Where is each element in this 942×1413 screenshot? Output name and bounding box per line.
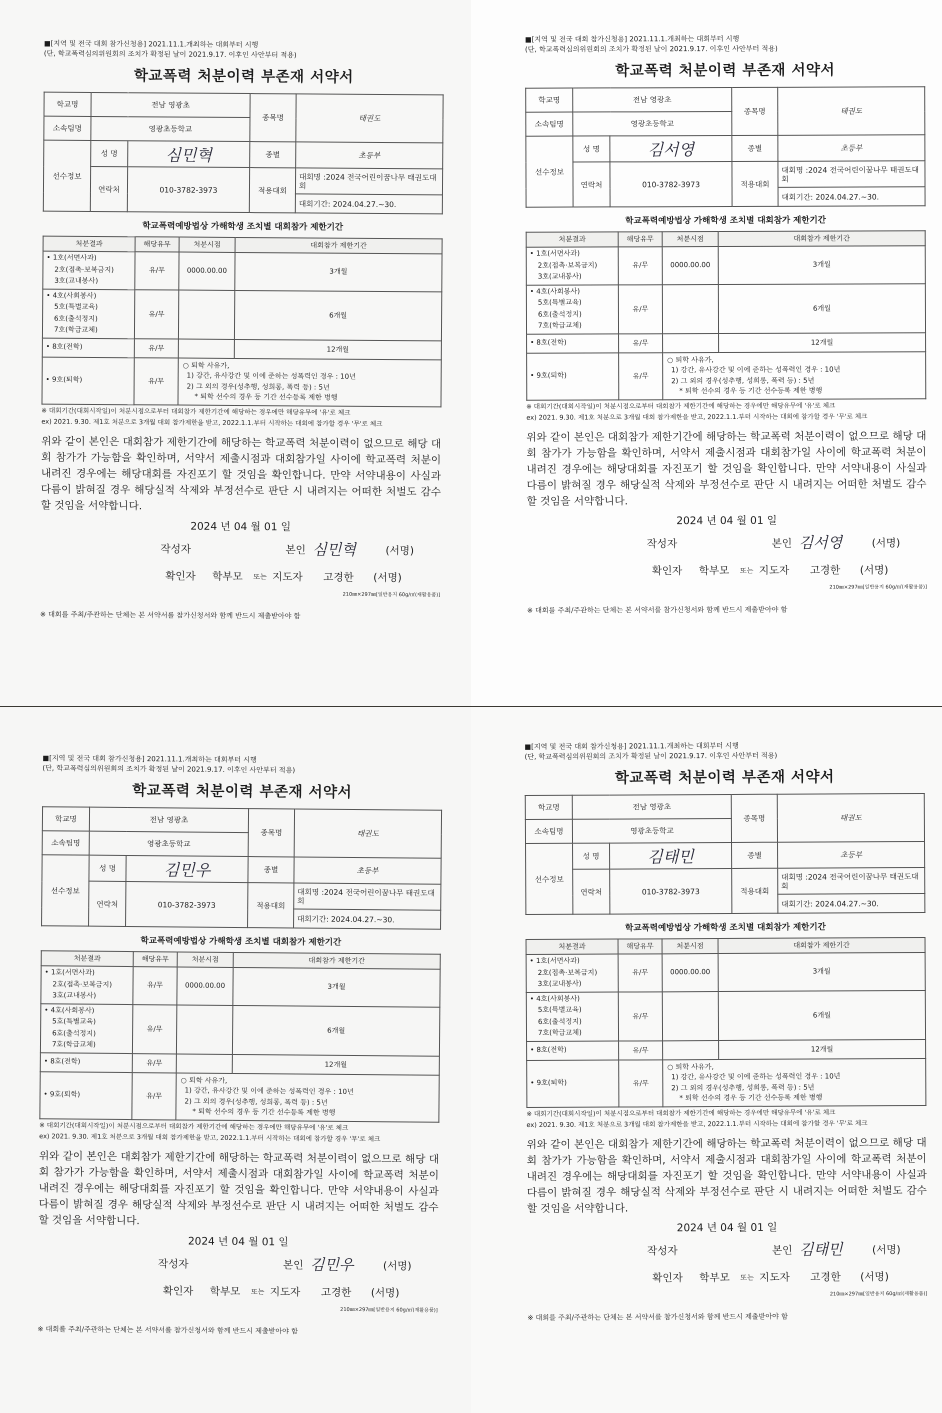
self-label: 본인 <box>771 537 793 550</box>
paper-spec: 210㎜×297㎜[일반용지 60g/㎡(재활용품)] <box>342 591 441 598</box>
label-team: 소속팀명 <box>526 112 573 136</box>
label-name: 성 명 <box>573 843 610 869</box>
event-value: 태권도 <box>294 809 441 858</box>
author-signature: 김민우 <box>310 1255 354 1274</box>
division-value: 초등부 <box>296 142 443 169</box>
date-cell <box>178 290 234 339</box>
footer-note: ※ 대회를 주최/주관하는 단체는 본 서약서를 참가신청서와 함께 반드시 제출받아야 함 <box>527 1312 788 1322</box>
sign-mark: (서명) <box>860 1270 889 1283</box>
contact-value: 010-3782-3973 <box>610 868 732 914</box>
check-cell: 유/무 <box>132 1004 176 1053</box>
author-label: 작성자 <box>646 537 678 550</box>
table-row <box>526 952 925 992</box>
result-cell: • 4호(사회봉사) 5호(특별교육) 6호(출석정지) 7호(학급교체) <box>526 284 618 333</box>
note-2: ex) 2021. 9.30. 제1호 처분으로 3개월 대회 참가제한을 받고, 2022.1.1.부터 시작하는 대회에 참가할 경우 '무'로 체크 <box>41 417 383 428</box>
school-value: 전남 영광초 <box>89 807 248 832</box>
expulsion-detail: ○ 퇴학 사유가, 1) 강간, 유사강간 및 이에 준하는 성폭력인 경우 : 10년 2) 그 외의 경우(성추행, 성희롱, 폭력 등) : 5년 * 퇴학 선수의 경우 등 기간 선수등록 제한 병행 <box>663 351 926 399</box>
result-cell: • 9호(퇴학) <box>42 357 134 405</box>
note-1: ※ 대회기간(대회시작일)이 처분시점으로부터 대회참가 제한기간에 해당하는 경우에만 해당유무에 '유'로 체크 <box>526 1107 836 1118</box>
document-title: 학교폭력 처분이력 부존재 서약서 <box>133 68 354 86</box>
sign-mark: (서명) <box>383 1259 412 1273</box>
pledge-date: 2024 년 04 월 01 일 <box>676 514 777 527</box>
result-cell: • 4호(사회봉사) 5호(특별교육) 6호(출석정지) 7호(학급교체) <box>42 289 134 339</box>
header-line-1: ■[지역 및 전국 대회 참가신청용] 2021.11.1.개최하는 대회부터 시행 <box>524 741 739 752</box>
restriction-table <box>39 950 440 1122</box>
th-check: 해당유무 <box>133 952 177 967</box>
player-info-table <box>41 806 442 929</box>
sign-mark: (서명) <box>370 1286 400 1299</box>
date-cell: 0000.00.00 <box>179 252 235 290</box>
sign-mark: (서명) <box>373 571 402 584</box>
th-limit: 대회참가 제한기간 <box>718 937 925 953</box>
author-row <box>527 1238 927 1262</box>
check-cell: 유/무 <box>134 338 178 357</box>
th-limit: 대회참가 제한기간 <box>235 237 442 253</box>
division-value: 초등부 <box>778 841 925 868</box>
label-school: 학교명 <box>42 807 89 831</box>
label-contest: 적용대회 <box>732 868 778 913</box>
parent-label: 학부모 <box>212 570 243 583</box>
school-value: 전남 영광초 <box>572 794 731 819</box>
label-player-info: 선수정보 <box>526 843 573 914</box>
table-row <box>41 966 440 1007</box>
coach-name: 고경한 <box>323 571 354 584</box>
player-info-table <box>43 92 444 215</box>
table-row <box>43 251 442 291</box>
table-row <box>527 1058 926 1107</box>
th-limit: 대회참가 제한기간 <box>718 231 925 247</box>
check-cell: 유/무 <box>132 1072 176 1119</box>
author-signature: 심민혁 <box>312 539 357 559</box>
restriction-subtitle: 학교폭력예방법상 가해학생 조치별 대회참가 제한기간 <box>625 215 827 227</box>
label-name: 성 명 <box>89 855 126 881</box>
player-name-signature: 심민혁 <box>128 141 250 168</box>
result-cell: • 1호(서면사과) 2호(접촉·보복금지) 3호(교내봉사) <box>43 251 135 289</box>
check-cell: 유/무 <box>132 1053 176 1072</box>
label-contact: 연락처 <box>573 869 610 914</box>
contest-period: 대회기간: 2024.04.27.~30. <box>295 194 442 214</box>
check-cell: 유/무 <box>619 1040 663 1059</box>
expulsion-detail: ○ 퇴학 사유가, 1) 강간, 유사강간 및 이에 준하는 성폭력인 경우 : 10년 2) 그 외의 경우(성추행, 성희롱, 폭력 등) : 5년 * 퇴학 선수의 경우 등 기간 선수등록 제한 병행 <box>663 1058 926 1106</box>
or-label: 또는 <box>250 1287 265 1296</box>
document-title: 학교폭력 처분이력 부존재 서약서 <box>615 62 836 80</box>
pledge-text: 위와 같이 본인은 대회참가 제한기간에 해당하는 학교폭력 처분이력이 없으므로 해당 대회 참가가 가능함을 확인하며, 서약서 제출시점과 대회참가일 사이에 학교폭력 처분이 내려진 경우에는 해당대회를 자진포기 할 것임을 확인합니다. 만약 서약내용이 사실과 다름이 밝혀질 경우 해당실적 삭제와 부정선수로 판단 시 내려지는 어떠한 처벌도 감수할 것임을 서약합니다. <box>526 429 927 508</box>
table-row <box>40 1003 439 1055</box>
label-contact: 연락처 <box>89 881 126 926</box>
player-info-table <box>525 86 925 207</box>
coach-label: 지도자 <box>758 564 790 577</box>
contact-value: 010-3782-3973 <box>610 161 732 206</box>
label-player-info: 선수정보 <box>43 140 90 211</box>
team-value: 영광초등학교 <box>89 831 248 856</box>
label-contest: 적용대회 <box>248 883 294 928</box>
or-label: 또는 <box>253 572 267 581</box>
check-cell: 유/무 <box>619 1059 663 1106</box>
self-label: 본인 <box>772 1244 793 1257</box>
label-school: 학교명 <box>44 92 91 116</box>
contest-period: 대회기간: 2024.04.27.~30. <box>778 893 925 913</box>
restriction-table <box>526 937 927 1108</box>
sign-mark: (서명) <box>859 563 889 577</box>
date-cell <box>176 1004 232 1053</box>
expulsion-detail: ○ 퇴학 사유가, 1) 강간, 유사강간 및 이에 준하는 성폭력인 경우 : 10년 2) 그 외의 경우(성추행, 성희롱, 폭력 등) : 5년 * 퇴학 선수의 경우 등 기간 선수등록 제한 병행 <box>178 358 441 407</box>
limit-cell: 6개월 <box>232 1005 439 1056</box>
parent-label: 학부모 <box>699 1271 730 1284</box>
document-title: 학교폭력 처분이력 부존재 서약서 <box>132 783 353 801</box>
th-check: 해당유무 <box>618 939 662 954</box>
result-cell: • 1호(서면사과) 2호(접촉·보복금지) 3호(교내봉사) <box>526 954 618 992</box>
limit-cell: 3개월 <box>235 252 442 291</box>
author-label: 작성자 <box>647 1244 678 1257</box>
table-row <box>526 246 925 285</box>
note-2: ex) 2021. 9.30. 제1호 처분으로 3개월 대회 참가제한을 받고, 2022.1.1.부터 시작하는 대회에 참가할 경우 '무'로 체크 <box>39 1131 381 1143</box>
result-cell: • 1호(서면사과) 2호(접촉·보복금지) 3호(교내봉사) <box>526 247 618 285</box>
label-team: 소속팀명 <box>44 116 91 140</box>
contest-name: 대회명 :2024 전국어린이꿈나무 태권도대회 <box>778 867 925 894</box>
table-row <box>42 357 441 407</box>
pledge-date: 2024 년 04 월 01 일 <box>187 1235 289 1248</box>
paper-spec: 210㎜×297㎜[일반용지 60g/㎡(재활용품)] <box>829 1290 928 1297</box>
team-value: 영광초등학교 <box>91 116 250 141</box>
note-1: ※ 대회기간(대회시작일)이 처분시점으로부터 대회참가 제한기간에 해당하는 경우에만 해당유무에 '유'로 체크 <box>526 401 836 411</box>
th-date: 처분시점 <box>662 939 718 954</box>
label-name: 성 명 <box>91 140 128 166</box>
th-result: 처분결과 <box>526 939 618 954</box>
date-cell: 0000.00.00 <box>662 954 718 992</box>
player-info-table <box>525 793 926 915</box>
contest-name: 대회명 :2024 전국어린이꿈나무 태권도대회 <box>778 161 925 188</box>
coach-name: 고경한 <box>320 1286 352 1299</box>
label-event: 종목명 <box>248 809 294 857</box>
pledge-date: 2024 년 04 월 01 일 <box>190 520 291 533</box>
event-value: 태권도 <box>778 87 925 136</box>
th-check: 해당유무 <box>618 232 662 247</box>
author-row <box>40 537 440 562</box>
limit-cell: 12개월 <box>719 1039 926 1059</box>
footer-note: ※ 대회를 주최/주관하는 단체는 본 서약서를 참가신청서와 함께 반드시 제출받아야 함 <box>526 605 788 615</box>
label-contest: 적용대회 <box>249 168 295 213</box>
pledge-text: 위와 같이 본인은 대회참가 제한기간에 해당하는 학교폭력 처분이력이 없으므로 해당 대회 참가가 가능함을 확인하며, 서약서 제출시점과 대회참가일 사이에 학교폭력 처분이 내려진 경우에는 해당대회를 자진포기 할 것임을 확인합니다. 만약 서약내용이 사실과 다름이 밝혀질 경우 해당실적 삭제와 부정선수로 판단 시 내려지는 어떠한 처벌도 감수할 것임을 서약합니다. <box>40 435 442 512</box>
date-cell <box>662 991 718 1040</box>
parent-label: 학부모 <box>698 564 730 577</box>
limit-cell: 3개월 <box>233 967 440 1006</box>
author-signature: 김서영 <box>798 533 843 552</box>
table-row <box>527 351 926 399</box>
confirmer-label: 확인자 <box>651 564 683 577</box>
restriction-subtitle: 학교폭력예방법상 가해학생 조치별 대회참가 제한기간 <box>140 936 342 948</box>
result-cell: • 9호(퇴학) <box>527 352 619 399</box>
self-label: 본인 <box>285 543 306 556</box>
contest-period: 대회기간: 2024.04.27.~30. <box>294 909 441 929</box>
result-cell: • 9호(퇴학) <box>40 1071 132 1119</box>
table-row <box>42 289 441 341</box>
limit-cell: 3개월 <box>718 952 925 991</box>
pledge-sheet <box>0 707 471 1413</box>
header-line-2: (단, 학교폭력심의위원회의 조치가 확정된 날이 2021.9.17. 이후인 사안부터 적용) <box>525 44 778 54</box>
result-cell: • 8호(전학) <box>527 333 619 352</box>
confirmer-label: 확인자 <box>165 569 196 583</box>
author-label: 작성자 <box>160 542 191 556</box>
th-result: 처분결과 <box>526 232 618 247</box>
header-line-2: (단, 학교폭력심의위원회의 조치가 확정된 날이 2021.9.17. 이후인 사안부터 적용) <box>524 751 778 762</box>
label-event: 종목명 <box>250 94 296 142</box>
check-cell: 유/무 <box>618 991 662 1040</box>
coach-label: 지도자 <box>272 570 303 583</box>
table-row <box>527 332 926 352</box>
coach-label: 지도자 <box>269 1285 301 1299</box>
header-line-1: ■[지역 및 전국 대회 참가신청용] 2021.11.1.개최하는 대회부터 시행 <box>524 34 740 44</box>
date-cell <box>662 284 718 333</box>
limit-cell: 6개월 <box>234 290 441 340</box>
check-cell: 유/무 <box>619 352 663 399</box>
date-cell <box>178 339 234 358</box>
pledge-text: 위와 같이 본인은 대회참가 제한기간에 해당하는 학교폭력 처분이력이 없으므로 해당 대회 참가가 가능함을 확인하며, 서약서 제출시점과 대회참가일 사이에 학교폭력 처분이 내려진 경우에는 해당대회를 자진포기 할 것임을 확인합니다. 만약 서약내용이 사실과 다름이 밝혀질 경우 해당실적 삭제와 부정선수로 판단 시 내려지는 어떠한 처벌도 감수할 것임을 서약합니다. <box>38 1149 440 1227</box>
date-cell <box>663 333 719 352</box>
label-team: 소속팀명 <box>42 831 89 855</box>
th-date: 처분시점 <box>662 232 718 247</box>
footer-note: ※ 대회를 주최/주관하는 단체는 본 서약서를 참가신청서와 함께 반드시 제출받아야 함 <box>37 1324 298 1336</box>
team-value: 영광초등학교 <box>572 818 731 843</box>
header-line-1: ■[지역 및 전국 대회 참가신청용] 2021.11.1.개최하는 대회부터 시행 <box>42 754 257 765</box>
label-division: 종별 <box>248 857 294 883</box>
note-1: ※ 대회기간(대회시작일)이 처분시점으로부터 대회참가 제한기간에 해당하는 경우에만 해당유무에 '유'로 체크 <box>41 406 351 417</box>
limit-cell: 6개월 <box>718 990 925 1040</box>
result-cell: • 8호(전학) <box>42 338 134 358</box>
school-value: 전남 영광초 <box>573 87 732 112</box>
header-line-2: (단, 학교폭력심의위원회의 조치가 확정된 날이 2021.9.17. 이후인 사안부터 적용) <box>42 764 296 775</box>
team-value: 영광초등학교 <box>573 111 732 136</box>
check-cell: 유/무 <box>618 284 662 333</box>
or-label: 또는 <box>740 1273 754 1282</box>
limit-cell: 12개월 <box>234 339 441 359</box>
contact-value: 010-3782-3973 <box>126 881 248 927</box>
pledge-sheet <box>471 707 942 1413</box>
restriction-subtitle: 학교폭력예방법상 가해학생 조치별 대회참가 제한기간 <box>625 922 826 934</box>
coach-name: 고경한 <box>809 564 841 577</box>
pledge-date: 2024 년 04 월 01 일 <box>676 1221 778 1234</box>
restriction-table <box>41 236 442 407</box>
result-cell: • 8호(전학) <box>527 1041 619 1060</box>
th-result: 처분결과 <box>43 236 135 252</box>
confirmer-label: 확인자 <box>162 1284 194 1298</box>
table-row <box>526 283 925 333</box>
label-contact: 연락처 <box>90 166 127 211</box>
label-school: 학교명 <box>526 88 573 112</box>
event-value: 태권도 <box>296 94 443 143</box>
sign-mark: (서명) <box>871 536 901 549</box>
event-value: 태권도 <box>777 793 924 842</box>
th-check: 해당유무 <box>135 237 179 252</box>
result-cell: • 4호(사회봉사) 5호(특별교육) 6호(출석정지) 7호(학급교체) <box>526 992 618 1041</box>
restriction-table <box>526 230 927 400</box>
label-team: 소속팀명 <box>525 819 572 843</box>
date-cell: 0000.00.00 <box>177 967 233 1005</box>
coach-label: 지도자 <box>759 1271 790 1284</box>
label-contest: 적용대회 <box>732 161 778 206</box>
check-cell: 유/무 <box>618 954 662 992</box>
th-result: 처분결과 <box>41 951 133 967</box>
limit-cell: 12개월 <box>719 332 926 352</box>
check-cell: 유/무 <box>618 247 662 285</box>
th-date: 처분시점 <box>179 237 235 252</box>
date-cell <box>176 1053 232 1072</box>
limit-cell: 12개월 <box>232 1054 439 1075</box>
footer-note: ※ 대회를 주최/주관하는 단체는 본 서약서를 참가신청서와 함께 반드시 제출받아야 함 <box>39 610 301 620</box>
date-cell <box>663 1040 719 1059</box>
author-label: 작성자 <box>158 1257 189 1271</box>
check-cell: 유/무 <box>619 333 663 352</box>
label-player-info: 선수정보 <box>526 136 573 207</box>
note-2: ex) 2021. 9.30. 제1호 처분으로 3개월 대회 참가제한을 받고, 2022.1.1.부터 시작하는 대회에 참가할 경우 '무'로 체크 <box>526 412 868 422</box>
table-row <box>40 1071 439 1121</box>
contest-name: 대회명 :2024 전국어린이꿈나무 태권도대회 <box>294 883 441 910</box>
result-cell: • 8호(전학) <box>40 1052 132 1072</box>
contact-value: 010-3782-3973 <box>127 167 249 213</box>
pledge-text: 위와 같이 본인은 대회참가 제한기간에 해당하는 학교폭력 처분이력이 없으므로 해당 대회 참가가 가능함을 확인하며, 서약서 제출시점과 대회참가일 사이에 학교폭력 처분이 내려진 경우에는 해당대회를 자진포기 할 것임을 확인합니다. 만약 서약내용이 사실과 다름이 밝혀질 경우 해당실적 삭제와 부정선수로 판단 시 내려지는 어떠한 처벌도 감수할 것임을 서약합니다. <box>526 1136 927 1215</box>
division-value: 초등부 <box>294 857 441 884</box>
label-player-info: 선수정보 <box>42 855 90 926</box>
table-row <box>526 990 925 1041</box>
table-row <box>527 1039 926 1060</box>
label-division: 종별 <box>732 135 778 161</box>
label-name: 성 명 <box>573 136 610 162</box>
self-label: 본인 <box>283 1258 304 1272</box>
author-row <box>527 532 927 555</box>
expulsion-detail: ○ 퇴학 사유가, 1) 강간, 유사강간 및 이에 준하는 성폭력인 경우 : 10년 2) 그 외의 경우(성추행, 성희롱, 폭력 등) : 5년 * 퇴학 선수의 경우 등 기간 선수등록 제한 병행 <box>176 1072 439 1121</box>
check-cell: 유/무 <box>133 967 177 1005</box>
parent-label: 학부모 <box>209 1285 241 1298</box>
check-cell: 유/무 <box>134 357 178 404</box>
contest-period: 대회기간: 2024.04.27.~30. <box>778 187 925 207</box>
note-1: ※ 대회기간(대회시작일)이 처분시점으로부터 대회참가 제한기간에 해당하는 경우에만 해당유무에 '유'로 체크 <box>39 1120 349 1132</box>
header-line-2: (단, 학교폭력심의위원회의 조치가 확정된 날이 2021.9.17. 이후인 사안부터 적용) <box>43 49 297 60</box>
sign-mark: (서명) <box>385 544 414 557</box>
sign-mark: (서명) <box>872 1243 901 1256</box>
label-division: 종별 <box>250 142 296 168</box>
confirmer-row <box>527 1265 927 1289</box>
document-title: 학교폭력 처분이력 부존재 서약서 <box>614 769 835 787</box>
result-cell: • 1호(서면사과) 2호(접촉·보복금지) 3호(교내봉사) <box>41 966 133 1004</box>
result-cell: • 4호(사회봉사) 5호(특별교육) 6호(출석정지) 7호(학급교체) <box>40 1003 132 1053</box>
check-cell: 유/무 <box>135 252 179 290</box>
or-label: 또는 <box>739 566 754 575</box>
pledge-sheet <box>471 0 942 706</box>
confirmer-row <box>527 559 927 582</box>
paper-spec: 210㎜×297㎜[일반용지 60g/㎡(재활용품)] <box>340 1306 438 1314</box>
division-value: 초등부 <box>778 135 925 162</box>
school-value: 전남 영광초 <box>91 92 250 117</box>
label-contact: 연락처 <box>573 162 610 207</box>
contest-name: 대회명 :2024 전국어린이꿈나무 태권도대회 <box>295 168 442 195</box>
label-event: 종목명 <box>732 87 778 135</box>
limit-cell: 3개월 <box>718 246 925 284</box>
player-name-signature: 김민우 <box>126 855 248 882</box>
limit-cell: 6개월 <box>718 283 925 333</box>
th-date: 처분시점 <box>177 952 233 967</box>
note-2: ex) 2021. 9.30. 제1호 처분으로 3개월 대회 참가제한을 받고, 2022.1.1.부터 시작하는 대회에 참가할 경우 '무'로 체크 <box>526 1118 868 1129</box>
check-cell: 유/무 <box>134 289 178 338</box>
label-school: 학교명 <box>525 795 572 819</box>
confirmer-row <box>38 1279 438 1304</box>
author-signature: 김태민 <box>799 1239 843 1259</box>
result-cell: • 9호(퇴학) <box>527 1060 619 1107</box>
label-division: 종별 <box>732 842 778 868</box>
player-name-signature: 김태민 <box>610 842 732 869</box>
date-cell: 0000.00.00 <box>662 247 718 285</box>
th-limit: 대회참가 제한기간 <box>233 952 440 969</box>
label-event: 종목명 <box>731 794 777 842</box>
pledge-sheet <box>0 0 471 706</box>
coach-name: 고경한 <box>810 1270 841 1284</box>
restriction-subtitle: 학교폭력예방법상 가해학생 조치별 대회참가 제한기간 <box>142 221 344 233</box>
player-name-signature: 김서영 <box>610 135 732 161</box>
author-row <box>38 1252 438 1277</box>
confirmer-label: 확인자 <box>652 1271 683 1284</box>
paper-spec: 210㎜×297㎜[일반용지 60g/㎡(재활용품)] <box>829 583 927 591</box>
header-line-1: ■[지역 및 전국 대회 참가신청용] 2021.11.1.개최하는 대회부터 시행 <box>43 39 259 50</box>
confirmer-row <box>40 564 440 589</box>
